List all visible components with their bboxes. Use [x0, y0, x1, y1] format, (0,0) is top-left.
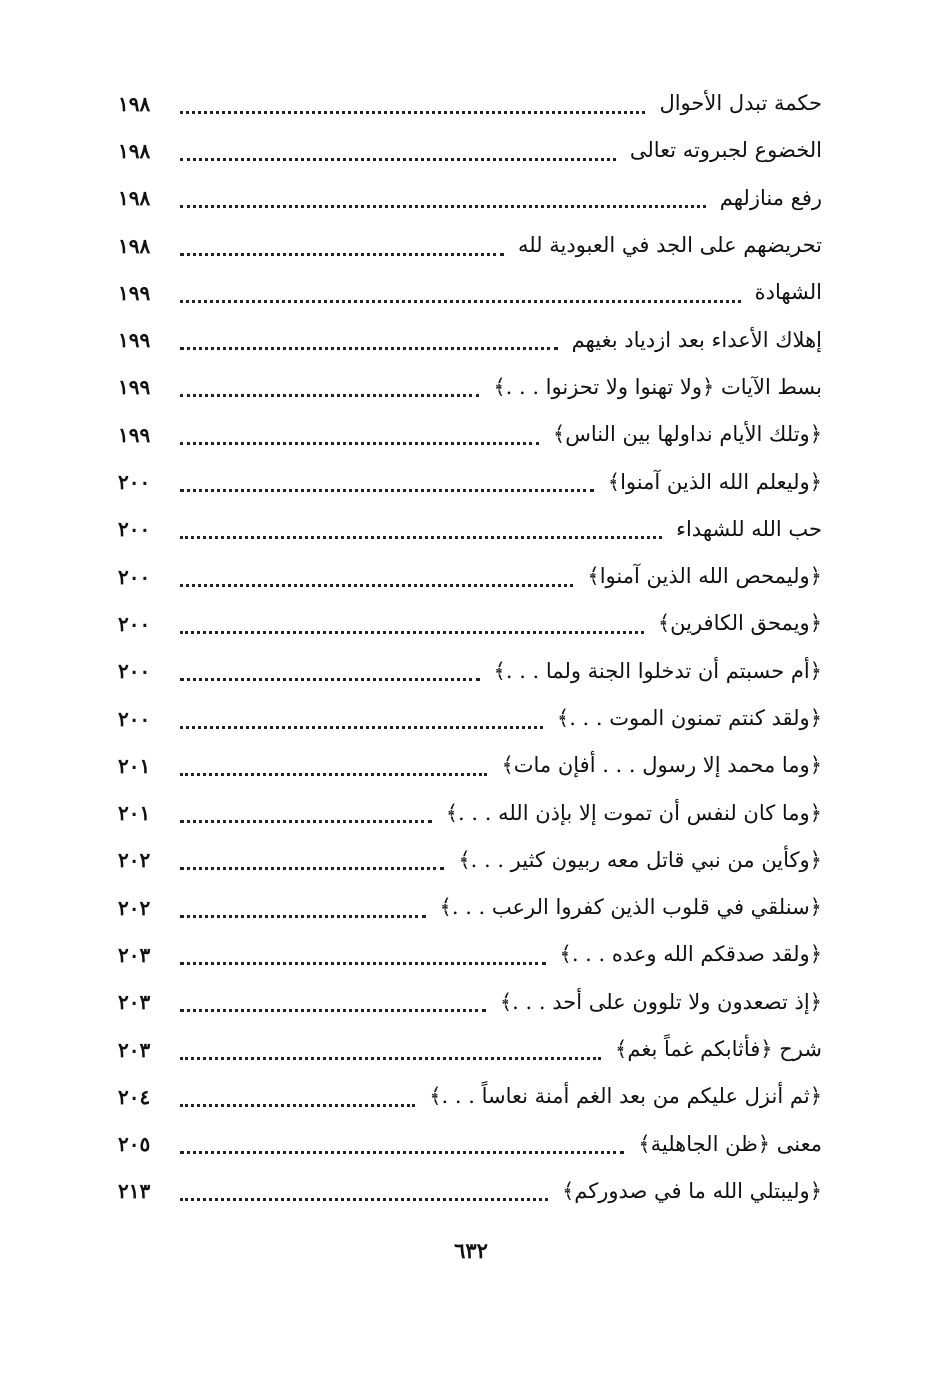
toc-entry-page: ٢٠٣ [118, 942, 151, 967]
toc-entry-page: ١٩٨ [118, 186, 151, 211]
toc-entry [118, 1073, 822, 1120]
toc-entry [118, 742, 822, 789]
dot-leader [180, 1056, 601, 1060]
toc-entry-title: ﴿ولقد صدقكم الله وعده . . .﴾ [559, 942, 822, 967]
toc-entry-title: الخضوع لجبروته تعالى [629, 138, 822, 163]
dot-leader [180, 1103, 415, 1107]
dot-leader [180, 393, 479, 397]
toc-entry-page: ٢٠١ [118, 753, 151, 778]
toc-entry [118, 648, 822, 695]
toc-entry-title: ﴿وكأين من نبي قاتل معه ربيون كثير . . .﴾ [458, 847, 822, 872]
toc-entry [118, 1026, 822, 1073]
toc-entry-page: ٢٠٠ [118, 706, 151, 731]
dot-leader [180, 630, 644, 634]
toc-entry-title: تحريضهم على الجد في العبودية لله [517, 233, 822, 258]
toc-entry-title: بسط الآيات ﴿ولا تهنوا ولا تحزنوا . . .﴾ [493, 374, 822, 399]
toc-entry [118, 695, 822, 742]
toc-entry [118, 458, 822, 505]
toc-entry-title: رفع منازلهم [719, 185, 822, 210]
toc-entry-page: ٢٠٠ [118, 611, 151, 636]
toc-entry-page: ٢٠٠ [118, 564, 151, 589]
toc-entry [118, 789, 822, 836]
toc-entry-page: ٢٠٢ [118, 848, 151, 873]
toc-entry [118, 80, 822, 127]
toc-entry [118, 222, 822, 269]
dot-leader [180, 252, 504, 256]
toc-entry-title: ﴿وما محمد إلا رسول . . . أفإن مات﴾ [501, 753, 822, 778]
toc-entry-title: إهلاك الأعداء بعد ازدياد بغيهم [571, 327, 822, 352]
dot-leader [180, 725, 543, 729]
toc-entry-page: ٢٠٣ [118, 990, 151, 1015]
toc-entry-page: ٢٠٥ [118, 1132, 151, 1157]
toc-entry-title: ﴿وليعلم الله الذين آمنوا﴾ [607, 469, 822, 494]
dot-leader [180, 488, 594, 492]
toc-entry [118, 600, 822, 647]
toc-entry-title: الشهادة [754, 280, 822, 305]
toc-entry-page: ٢٠٣ [118, 1037, 151, 1062]
toc-entry-title: ﴿وما كان لنفس أن تموت إلا بإذن الله . . .﴾ [445, 800, 822, 825]
toc-entry [118, 364, 822, 411]
toc-entry-page: ٢٠٠ [118, 517, 151, 542]
toc-entry [118, 1121, 822, 1168]
toc-entry-page: ٢٠٢ [118, 895, 151, 920]
toc-entry [118, 979, 822, 1026]
dot-leader [180, 535, 662, 539]
toc-entry-title: شرح ﴿فأثابكم غماً بغم﴾ [615, 1037, 822, 1062]
toc-entry-title: حكمة تبدل الأحوال [659, 91, 822, 116]
toc-entry [118, 553, 822, 600]
dot-leader [180, 961, 546, 965]
toc-entry-title: ﴿وتلك الأيام نداولها بين الناس﴾ [552, 422, 822, 447]
toc-entry [118, 269, 822, 316]
dot-leader [180, 819, 432, 823]
toc-entry-page: ١٩٩ [118, 280, 151, 305]
toc-entry-title: ﴿ويمحق الكافرين﴾ [657, 611, 822, 636]
toc-entry [118, 1168, 822, 1215]
toc-entry-page: ٢٠٤ [118, 1084, 151, 1109]
toc-entry-page: ١٩٨ [118, 233, 151, 258]
toc-entry [118, 411, 822, 458]
toc-entry-title: ﴿ولقد كنتم تمنون الموت . . .﴾ [556, 706, 822, 730]
toc-entry-title: ﴿وليمحص الله الذين آمنوا﴾ [587, 564, 822, 589]
dot-leader [180, 346, 558, 350]
toc-entry [118, 837, 822, 884]
table-of-contents [118, 80, 822, 1216]
toc-entry-title: ﴿أم حسبتم أن تدخلوا الجنة ولما . . .﴾ [493, 658, 822, 683]
toc-entry-title: ﴿وليبتلي الله ما في صدوركم﴾ [561, 1178, 822, 1203]
toc-entry-page: ٢١٣ [118, 1179, 151, 1204]
toc-entry-page: ٢٠٠ [118, 659, 151, 684]
toc-entry-title: ﴿إذ تصعدون ولا تلوون على أحد . . .﴾ [499, 989, 822, 1014]
toc-entry-title: معنى ﴿ظن الجاهلية﴾ [638, 1131, 822, 1156]
dot-leader [180, 1008, 486, 1012]
dot-leader [180, 677, 480, 681]
toc-entry-page: ١٩٩ [118, 328, 151, 353]
dot-leader [180, 157, 616, 161]
toc-entry-page: ١٩٩ [118, 422, 151, 447]
toc-entry [118, 316, 822, 363]
toc-entry-page: ١٩٩ [118, 375, 151, 400]
toc-entry-title: ﴿ثم أنزل عليكم من بعد الغم أمنة نعاساً . . .﴾ [429, 1084, 822, 1109]
toc-entry-page: ٢٠٠ [118, 470, 151, 495]
dot-leader [180, 299, 741, 303]
toc-entry-page: ٢٠١ [118, 801, 151, 826]
dot-leader [180, 914, 426, 918]
dot-leader [180, 204, 706, 208]
toc-entry [118, 506, 822, 553]
dot-leader [180, 1150, 624, 1154]
toc-entry-page: ١٩٨ [118, 138, 151, 163]
dot-leader [180, 110, 645, 114]
toc-entry [118, 127, 822, 174]
dot-leader [180, 772, 487, 776]
dot-leader [180, 1197, 548, 1201]
page-number: ٦٣٢ [454, 1238, 488, 1263]
toc-entry [118, 931, 822, 978]
dot-leader [180, 866, 444, 870]
toc-entry-title: ﴿سنلقي في قلوب الذين كفروا الرعب . . .﴾ [439, 895, 822, 920]
toc-entry [118, 884, 822, 931]
toc-entry-title: حب الله للشهداء [676, 516, 822, 541]
dot-leader [180, 583, 573, 587]
toc-entry [118, 175, 822, 222]
toc-entry-page: ١٩٨ [118, 91, 151, 116]
dot-leader [180, 441, 539, 445]
